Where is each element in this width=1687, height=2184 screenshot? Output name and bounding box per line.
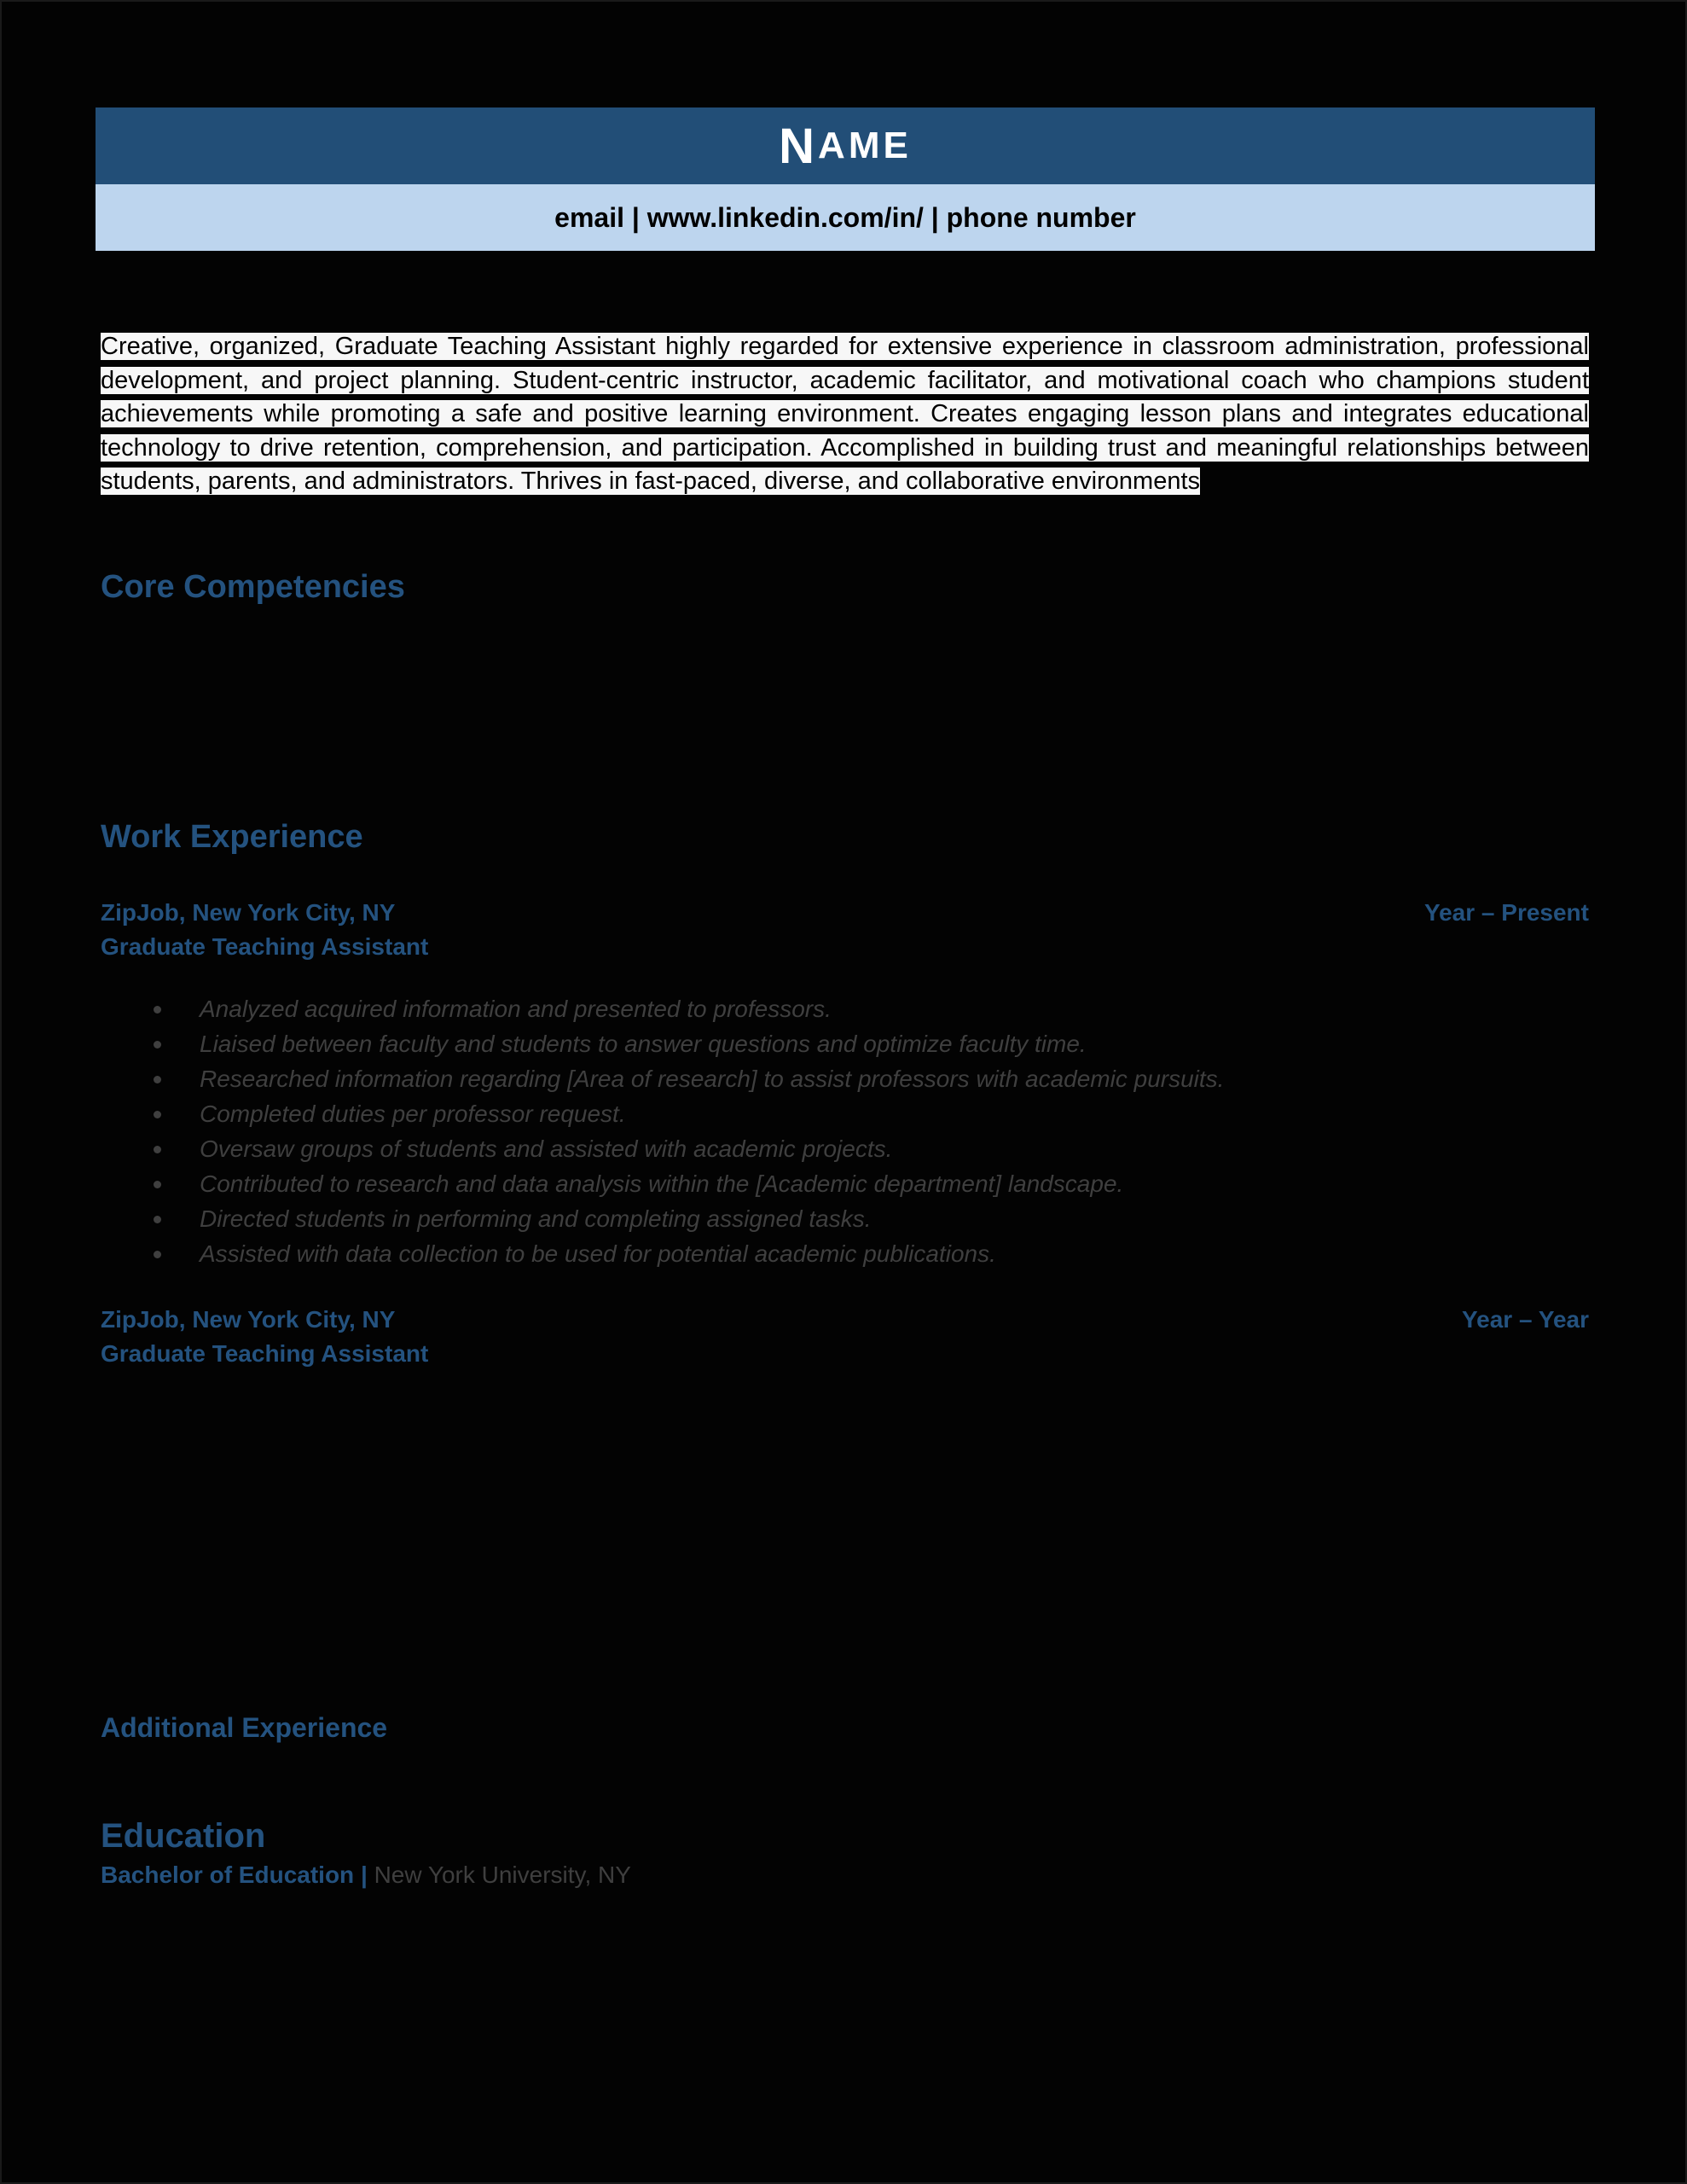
bullet-icon — [154, 1111, 161, 1118]
job-header-2 — [101, 1306, 1589, 1333]
job-dates: Year – Present — [1423, 899, 1589, 926]
bullet-item: Analyzed acquired information and presented to professors. — [101, 991, 1224, 1026]
education-separator: | — [360, 1862, 368, 1888]
bullet-item: Directed students in performing and completing assigned tasks. — [101, 1201, 1224, 1236]
contact-banner — [96, 184, 1595, 251]
name-banner — [96, 107, 1595, 184]
bullet-item: Researched information regarding [Area of research] to assist professors with academic pursuits. — [101, 1061, 1224, 1096]
job-header-1 — [101, 899, 1589, 926]
name-initial: N — [779, 118, 819, 174]
job-title: Graduate Teaching Assistant — [101, 933, 429, 960]
contact-info: email | www.linkedin.com/in/ | phone number — [554, 201, 1136, 233]
job-company: ZipJob, New York City, NY — [101, 1306, 396, 1333]
education-entry — [101, 1862, 631, 1889]
professional-summary — [101, 330, 1589, 499]
bullet-item: Completed duties per professor request. — [101, 1096, 1224, 1131]
bullet-item: Contributed to research and data analysis within the [Academic department] landscape. — [101, 1166, 1224, 1201]
education-degree: Bachelor of Education — [101, 1862, 355, 1888]
bullet-icon — [154, 1041, 161, 1048]
bullet-item: Liaised between faculty and students to answer questions and optimize faculty time. — [101, 1026, 1224, 1061]
job-company: ZipJob, New York City, NY — [101, 899, 396, 926]
name-rest: AME — [818, 125, 912, 166]
bullet-icon — [154, 1146, 161, 1153]
section-title-education: Education — [101, 1817, 266, 1855]
bullet-item: Oversaw groups of students and assisted with academic projects. — [101, 1131, 1224, 1166]
bullet-icon — [154, 1181, 161, 1188]
bullet-icon — [154, 1076, 161, 1083]
job-dates: Year – Year — [1462, 1306, 1589, 1333]
summary-text: Creative, organized, Graduate Teaching Assistant highly regarded for extensive experience in classroom administration, professional development, and project planning. Student-centric instructor, academic facilitator, and motivational coach who champions student achievements while promoting a safe and positive learning environment. Creates engaging lesson plans and integrates educational technology to drive retention, comprehension, and participation. Accomplished in building trust and meaningful relationships between students, parents, and administrators. Thrives in fast-paced, diverse, and collaborative environments — [101, 333, 1589, 495]
job-title: Graduate Teaching Assistant — [101, 1340, 429, 1367]
bullet-icon — [154, 1216, 161, 1223]
section-title-additional-experience: Additional Experience — [101, 1712, 388, 1743]
section-title-core-competencies: Core Competencies — [101, 569, 405, 605]
bullet-icon — [154, 1251, 161, 1258]
education-school: New York University, NY — [374, 1862, 631, 1888]
section-title-work-experience: Work Experience — [101, 819, 363, 855]
job-bullets — [101, 991, 1224, 1271]
bullet-icon — [154, 1006, 161, 1014]
bullet-item: Assisted with data collection to be used for potential academic publications. — [101, 1236, 1224, 1271]
